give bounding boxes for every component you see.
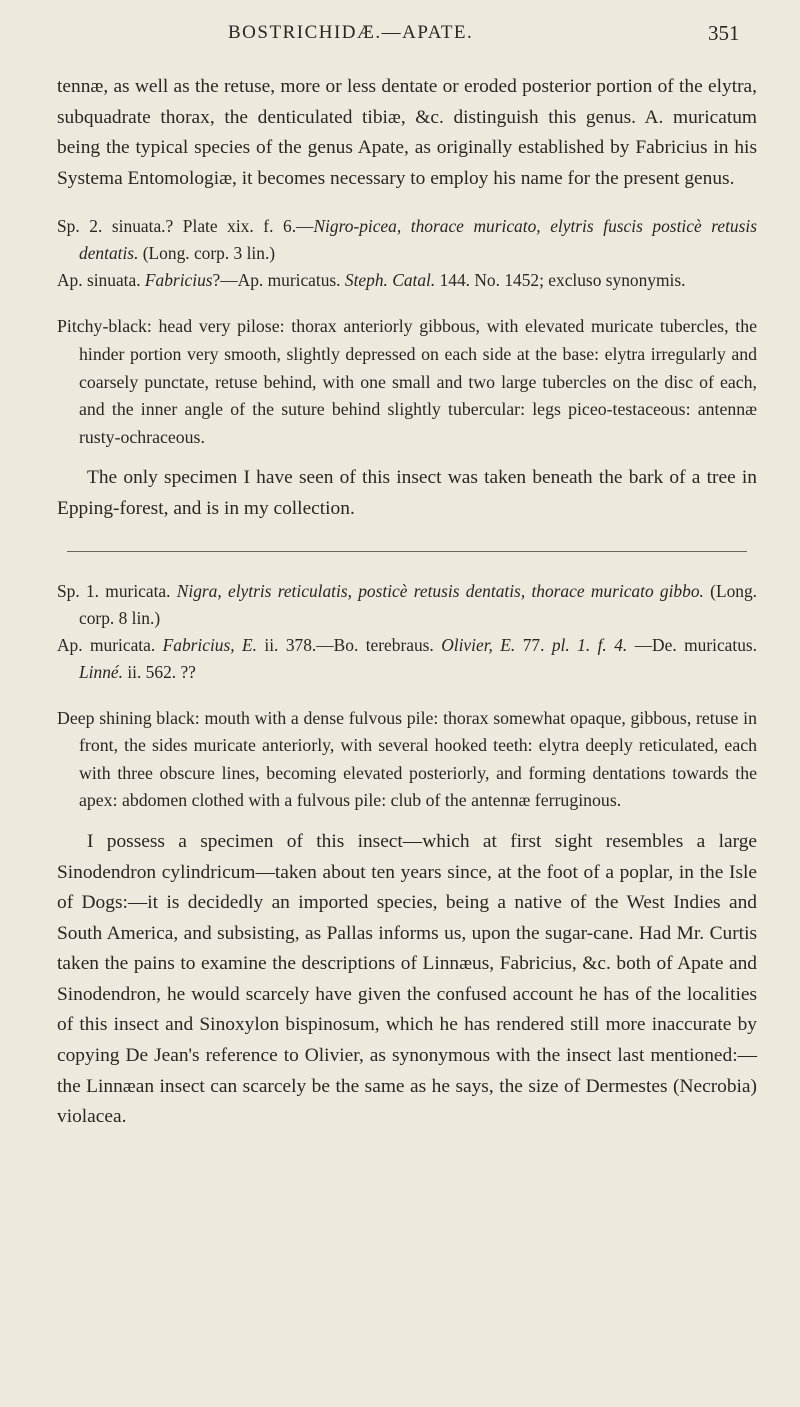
species-2-head: Sp. 2. sinuata.? Plate xix. f. 6.— — [57, 216, 314, 237]
species-1-syn-author-1: Fabricius, E. — [162, 634, 257, 655]
species-1-syn-plate: pl. 1. f. 4. — [551, 634, 628, 655]
species-2-heading — [57, 213, 757, 267]
species-1-syn-author-3: Linné. — [79, 661, 123, 682]
page-body — [57, 72, 757, 1133]
species-2-measure: (Long. corp. 3 lin.) — [138, 243, 276, 264]
species-2-syn-mid: ?—Ap. muricatus. — [212, 270, 345, 291]
species-1-note: I possess a specimen of this insect—which at first sight resembles a large Sinodendron cylindricum—taken about ten years since, at the foot of a poplar, in the Isle of Dogs:—it is decidedly an imported species, being a native of the West Indies and South America, and subsisting, as Pallas informs us, upon the sugar-cane. Had Mr. Curtis taken the pains to examine the descriptions of Linnæus, Fabricius, &c. both of Apate and Sinodendron, he would scarcely have given the confused account he has of the localities of this insect and Sinoxylon bispinosum, which he has rendered still more inaccurate by copying De Jean's reference to Olivier, as synonymous with the insect last mentioned:—the Linnæan insect can scarcely be the same as he says, the size of Dermestes (Necrobia) violacea. — [57, 830, 757, 1128]
species-1-syn-mid-2: 77. — [515, 634, 552, 655]
species-1-diagnosis: Nigra, elytris reticulatis, posticè retusis dentatis, thorace muricato gibbo. — [176, 580, 704, 601]
species-1-synonymy — [57, 632, 757, 686]
species-1-measure: (Long. corp. 8 lin.) — [79, 580, 757, 628]
running-head: BOSTRICHIDÆ.—APATE. — [228, 22, 474, 43]
species-2-syn-author-2: Steph. Catal. — [344, 270, 436, 291]
section-divider — [67, 551, 747, 552]
species-2-synonymy — [57, 267, 757, 294]
species-2-syn-lead: Ap. sinuata. — [57, 270, 145, 291]
species-1-syn-lead: Ap. muricata. — [57, 634, 163, 655]
intro-paragraph: tennæ, as well as the retuse, more or less dentate or eroded posterior portion of the elytra, subquadrate thorax, the denticulated tibiæ, &c. distinguish this genus. A. muricatum being the typical species of the genus Apate, as originally established by Fabricius in his Systema Entomologiæ, it becomes necessary to employ his name for the present genus. — [57, 76, 757, 189]
species-1-syn-mid: ii. 378.—Bo. terebraus. — [256, 634, 442, 655]
species-1-head: Sp. 1. muricata. — [57, 580, 177, 601]
species-2-description: Pitchy-black: head very pilose: thorax anteriorly gibbous, with elevated muricate tubercles, the hinder portion very smooth, slightly depressed on each side at the base: elytra irregularly and coarsely punctate, retuse behind, with one small and two large tubercles on the disc of each, and the inner angle of the suture behind slightly tubercular: legs piceo-testaceous: antennæ rusty-ochraceous. — [57, 316, 757, 447]
species-1-syn-dash: —De. muricatus. — [627, 634, 758, 655]
page-number: 351 — [708, 21, 740, 45]
page-header — [0, 22, 800, 52]
species-1-description: Deep shining black: mouth with a dense fulvous pile: thorax somewhat opaque, gibbous, retuse in front, the sides muricate anteriorly, with several hooked teeth: elytra deeply reticulated, each with three obscure lines, becoming elevated posteriorly, and forming dentations towards the apex: abdomen clothed with a fulvous pile: club of the antennæ ferruginous. — [57, 707, 757, 811]
species-2-syn-author-1: Fabricius — [144, 270, 213, 291]
species-2-syn-tail: 144. No. 1452; excluso synonymis. — [435, 270, 686, 291]
species-1-syn-author-2: Olivier, E. — [441, 634, 516, 655]
species-2-note: The only specimen I have seen of this insect was taken beneath the bark of a tree in Epping-forest, and is in my collection. — [57, 467, 757, 519]
species-1-heading — [57, 578, 757, 632]
species-1-syn-tail: ii. 562. ?? — [122, 661, 196, 682]
species-2-diagnosis: Nigro-picea, thorace muricato, elytris fuscis posticè retusis dentatis. — [79, 216, 757, 264]
